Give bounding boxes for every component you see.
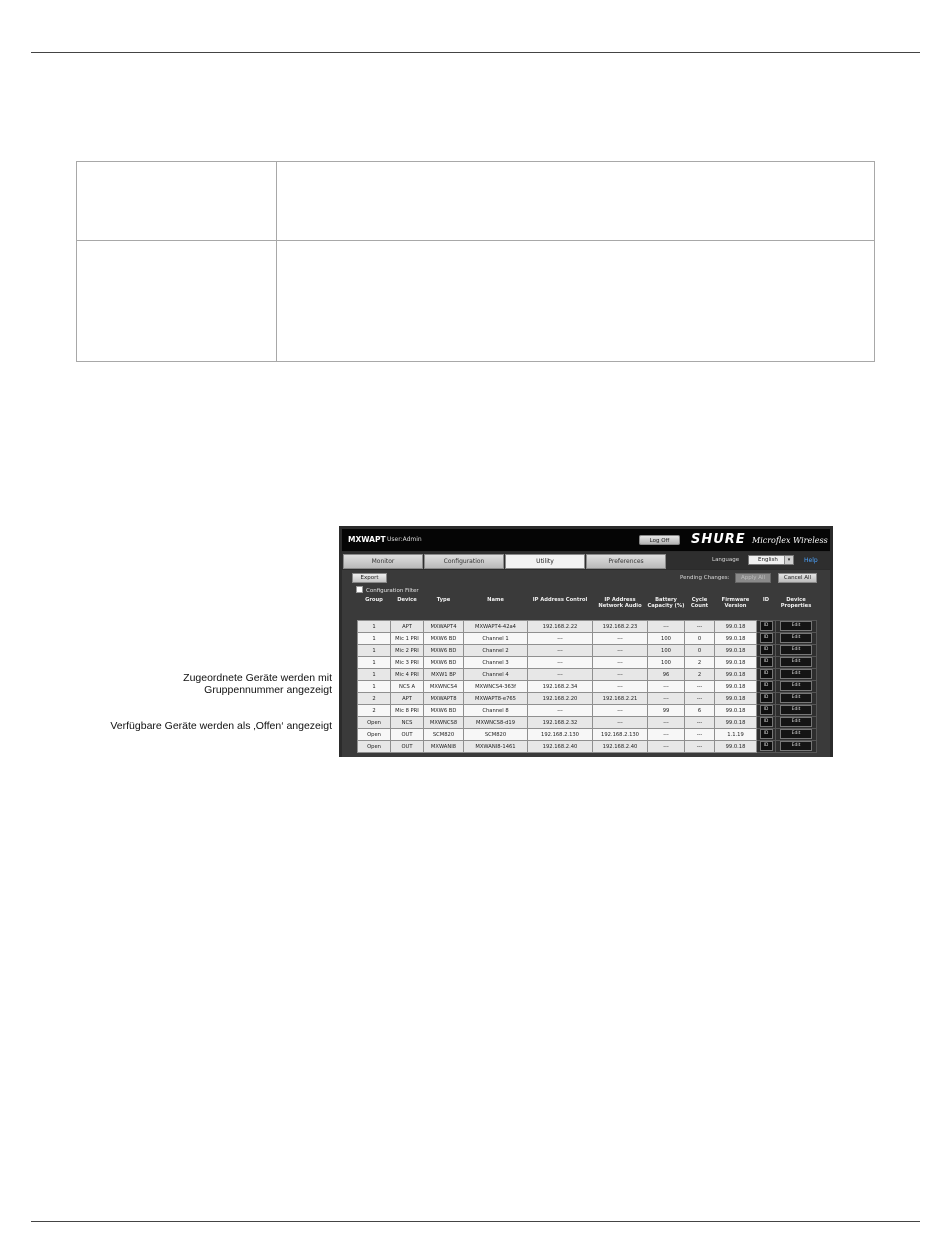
cell-ip-control: 192.168.2.22 xyxy=(528,621,593,633)
product-name: Microflex Wireless xyxy=(752,536,828,545)
cell-name: Channel 8 xyxy=(464,705,528,717)
cell-properties xyxy=(776,717,817,729)
cell-type: MXWANI8 xyxy=(424,741,464,753)
cell-battery: 99 xyxy=(648,705,685,717)
filter-label: Configuration Filter xyxy=(366,588,419,594)
cell-device: Mic 1 PRI xyxy=(391,633,424,645)
cell-ip-audio: 192.168.2.23 xyxy=(593,621,648,633)
header-firmware: Firmware Version xyxy=(721,597,750,609)
cell-battery: --- xyxy=(648,729,685,741)
cell-cycle: --- xyxy=(685,717,715,729)
tab-configuration[interactable]: Configuration xyxy=(424,554,504,569)
id-button[interactable]: ID xyxy=(760,717,773,727)
export-button[interactable]: Export xyxy=(352,573,387,583)
cell-group: Open xyxy=(358,729,391,741)
edit-button[interactable]: Edit xyxy=(780,645,812,655)
cell-type: MXWAPT4 xyxy=(424,621,464,633)
cell-name: MXWAPT8-e765 xyxy=(464,693,528,705)
table-row xyxy=(358,633,817,645)
cell-cycle: 6 xyxy=(685,705,715,717)
cell-name: MXWANI8-1461 xyxy=(464,741,528,753)
cell-group: 1 xyxy=(358,669,391,681)
cell-type: MXW6 BD xyxy=(424,657,464,669)
cell-name: Channel 2 xyxy=(464,645,528,657)
cell-cycle: 0 xyxy=(685,633,715,645)
cell-firmware: 99.0.18 xyxy=(715,681,757,693)
cell-battery: --- xyxy=(648,741,685,753)
cell-properties xyxy=(776,645,817,657)
cell-type: MXW1 BP xyxy=(424,669,464,681)
cell-device: Mic 8 PRI xyxy=(391,705,424,717)
table-row xyxy=(358,705,817,717)
annotation-assigned-line1: Zugeordnete Geräte werden mit xyxy=(183,672,332,684)
cancel-all-button[interactable]: Cancel All xyxy=(778,573,817,583)
cell-ip-control: --- xyxy=(528,705,593,717)
table-row xyxy=(358,741,817,753)
cell-firmware: 99.0.18 xyxy=(715,633,757,645)
tab-monitor[interactable]: Monitor xyxy=(343,554,423,569)
cell-id xyxy=(757,633,776,645)
cell-id xyxy=(757,705,776,717)
device-table xyxy=(357,596,817,753)
cell-battery: 96 xyxy=(648,669,685,681)
tab-utility[interactable]: Utility xyxy=(505,554,585,569)
cell-name: Channel 4 xyxy=(464,669,528,681)
cell-group: 2 xyxy=(358,693,391,705)
cell-ip-audio: --- xyxy=(593,669,648,681)
cell-id xyxy=(757,645,776,657)
cell-group: Open xyxy=(358,741,391,753)
header-rule xyxy=(31,52,920,53)
cell-group: 1 xyxy=(358,633,391,645)
edit-button[interactable]: Edit xyxy=(780,669,812,679)
cell-id xyxy=(757,717,776,729)
header-cycle: Cycle Count xyxy=(690,597,709,609)
cell-ip-control: 192.168.2.20 xyxy=(528,693,593,705)
cell-ip-audio: --- xyxy=(593,633,648,645)
device-table-body xyxy=(358,621,817,753)
cell-ip-audio: --- xyxy=(593,705,648,717)
cell-device: NCS xyxy=(391,717,424,729)
cell-group: Open xyxy=(358,717,391,729)
table-row xyxy=(358,717,817,729)
cell-ip-control: 192.168.2.34 xyxy=(528,681,593,693)
cell-battery: 100 xyxy=(648,645,685,657)
table-row-divider xyxy=(77,240,874,241)
header-group: Group xyxy=(365,597,383,603)
cell-device: Mic 3 PRI xyxy=(391,657,424,669)
shure-logo: SHURE xyxy=(691,532,746,547)
cell-properties xyxy=(776,621,817,633)
cell-cycle: --- xyxy=(685,681,715,693)
table-row xyxy=(358,681,817,693)
cell-firmware: 99.0.18 xyxy=(715,717,757,729)
cell-cycle: 2 xyxy=(685,669,715,681)
tab-bar xyxy=(342,552,830,569)
tab-preferences[interactable]: Preferences xyxy=(586,554,666,569)
cell-device: Mic 2 PRI xyxy=(391,645,424,657)
configuration-filter[interactable] xyxy=(356,586,419,594)
cell-properties xyxy=(776,729,817,741)
cell-properties xyxy=(776,693,817,705)
cell-ip-control: --- xyxy=(528,657,593,669)
cell-name: MXWNCS4-363f xyxy=(464,681,528,693)
cell-cycle: 0 xyxy=(685,645,715,657)
cell-id xyxy=(757,729,776,741)
cell-type: MXW6 BD xyxy=(424,633,464,645)
cell-properties xyxy=(776,705,817,717)
cell-ip-audio: 192.168.2.21 xyxy=(593,693,648,705)
edit-button[interactable]: Edit xyxy=(780,729,812,739)
table-row xyxy=(358,657,817,669)
cell-battery: 100 xyxy=(648,657,685,669)
edit-button[interactable]: Edit xyxy=(780,693,812,703)
cell-battery: --- xyxy=(648,693,685,705)
footer-rule xyxy=(31,1221,920,1222)
cell-ip-audio: 192.168.2.130 xyxy=(593,729,648,741)
cell-id xyxy=(757,621,776,633)
chevron-down-icon: ▾ xyxy=(784,556,793,564)
cell-ip-control: --- xyxy=(528,645,593,657)
header-device: Device xyxy=(397,597,417,603)
id-button[interactable]: ID xyxy=(760,657,773,667)
cell-ip-audio: --- xyxy=(593,645,648,657)
edit-button[interactable]: Edit xyxy=(780,657,812,667)
id-button[interactable]: ID xyxy=(760,669,773,679)
cell-name: MXWAPT4-42a4 xyxy=(464,621,528,633)
cell-group: 1 xyxy=(358,681,391,693)
cell-cycle: --- xyxy=(685,621,715,633)
user-label: User:Admin xyxy=(387,536,422,543)
annotation-assigned-line2: Gruppennummer angezeigt xyxy=(204,684,332,696)
cell-ip-audio: --- xyxy=(593,717,648,729)
cell-properties xyxy=(776,633,817,645)
edit-button[interactable]: Edit xyxy=(780,621,812,631)
cell-name: MXWNCS8-d19 xyxy=(464,717,528,729)
cell-ip-audio: 192.168.2.40 xyxy=(593,741,648,753)
cell-properties xyxy=(776,741,817,753)
cell-device: OUT xyxy=(391,729,424,741)
cell-ip-audio: --- xyxy=(593,681,648,693)
table-row xyxy=(358,669,817,681)
header-properties: Device Properties xyxy=(780,597,812,609)
cell-name: SCM820 xyxy=(464,729,528,741)
utility-content xyxy=(342,570,830,757)
cell-device: NCS A xyxy=(391,681,424,693)
cell-cycle: --- xyxy=(685,729,715,741)
annotation-available-devices: Verfügbare Geräte werden als ‚Offen‘ angezeigt xyxy=(110,720,332,732)
cell-group: 1 xyxy=(358,621,391,633)
cell-id xyxy=(757,681,776,693)
edit-button[interactable]: Edit xyxy=(780,705,812,715)
id-button[interactable]: ID xyxy=(760,693,773,703)
table-row xyxy=(358,729,817,741)
cell-ip-control: 192.168.2.130 xyxy=(528,729,593,741)
table-header-row xyxy=(358,596,817,621)
cell-cycle: --- xyxy=(685,693,715,705)
cell-firmware: 1.1.19 xyxy=(715,729,757,741)
pending-changes-label: Pending Changes: xyxy=(680,575,730,581)
language-select[interactable] xyxy=(748,555,794,565)
table-row xyxy=(358,645,817,657)
cell-firmware: 99.0.18 xyxy=(715,741,757,753)
cell-firmware: 99.0.18 xyxy=(715,669,757,681)
cell-battery: --- xyxy=(648,621,685,633)
cell-group: 1 xyxy=(358,657,391,669)
cell-properties xyxy=(776,669,817,681)
language-label: Language xyxy=(712,557,740,563)
edit-button[interactable]: Edit xyxy=(780,717,812,727)
help-link[interactable]: Help xyxy=(804,557,818,564)
cell-ip-control: --- xyxy=(528,633,593,645)
edit-button[interactable]: Edit xyxy=(780,633,812,643)
cell-battery: --- xyxy=(648,681,685,693)
cell-device: APT xyxy=(391,621,424,633)
header-ip-control: IP Address Control xyxy=(532,597,588,603)
id-button[interactable]: ID xyxy=(760,729,773,739)
cell-battery: --- xyxy=(648,717,685,729)
cell-name: Channel 1 xyxy=(464,633,528,645)
header-ip-audio: IP Address Network Audio xyxy=(598,597,642,609)
language-selected-value: English xyxy=(758,557,778,563)
cell-firmware: 99.0.18 xyxy=(715,705,757,717)
header-name: Name xyxy=(487,597,504,603)
cell-ip-control: 192.168.2.32 xyxy=(528,717,593,729)
table-column-divider xyxy=(276,162,277,361)
cell-ip-audio: --- xyxy=(593,657,648,669)
cell-ip-control: 192.168.2.40 xyxy=(528,741,593,753)
id-button[interactable]: ID xyxy=(760,633,773,643)
cell-firmware: 99.0.18 xyxy=(715,621,757,633)
cell-type: MXWNCS4 xyxy=(424,681,464,693)
cell-ip-control: --- xyxy=(528,669,593,681)
cell-device: APT xyxy=(391,693,424,705)
filter-checkbox[interactable] xyxy=(356,586,363,593)
top-bar xyxy=(342,529,830,551)
cell-name: Channel 3 xyxy=(464,657,528,669)
header-battery: Battery Capacity (%) xyxy=(647,597,685,609)
cell-type: MXWNCS8 xyxy=(424,717,464,729)
apply-all-button[interactable]: Apply All xyxy=(735,573,771,583)
cell-firmware: 99.0.18 xyxy=(715,657,757,669)
cell-device: OUT xyxy=(391,741,424,753)
id-button[interactable]: ID xyxy=(760,621,773,631)
cell-id xyxy=(757,741,776,753)
cell-cycle: --- xyxy=(685,741,715,753)
annotation-assigned-devices xyxy=(183,672,332,696)
header-id: ID xyxy=(762,597,770,603)
cell-group: 1 xyxy=(358,645,391,657)
cell-type: SCM820 xyxy=(424,729,464,741)
edit-button[interactable]: Edit xyxy=(780,741,812,751)
cell-cycle: 2 xyxy=(685,657,715,669)
id-button[interactable]: ID xyxy=(760,645,773,655)
edit-button[interactable]: Edit xyxy=(780,681,812,691)
table-row xyxy=(358,621,817,633)
cell-id xyxy=(757,693,776,705)
cell-properties xyxy=(776,681,817,693)
cell-device: Mic 4 PRI xyxy=(391,669,424,681)
log-off-button[interactable]: Log Off xyxy=(639,535,680,545)
cell-type: MXW6 BD xyxy=(424,645,464,657)
cell-battery: 100 xyxy=(648,633,685,645)
cell-type: MXW6 BD xyxy=(424,705,464,717)
cell-group: 2 xyxy=(358,705,391,717)
cell-properties xyxy=(776,657,817,669)
header-type: Type xyxy=(436,597,451,603)
table-row xyxy=(358,693,817,705)
device-name: MXWAPT xyxy=(348,535,386,544)
cell-id xyxy=(757,657,776,669)
utility-screenshot xyxy=(339,526,833,757)
cell-id xyxy=(757,669,776,681)
cell-firmware: 99.0.18 xyxy=(715,645,757,657)
id-button[interactable]: ID xyxy=(760,741,773,751)
cell-type: MXWAPT8 xyxy=(424,693,464,705)
id-button[interactable]: ID xyxy=(760,681,773,691)
cell-firmware: 99.0.18 xyxy=(715,693,757,705)
id-button[interactable]: ID xyxy=(760,705,773,715)
empty-document-table xyxy=(76,161,875,362)
